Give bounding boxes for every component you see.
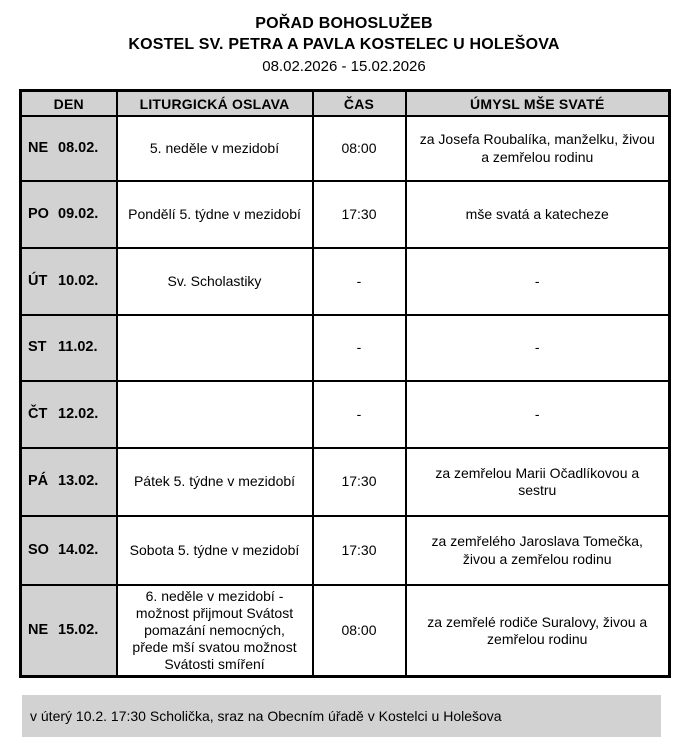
intention-cell: za zemřelou Marii Očadlíkovou a sestru xyxy=(406,448,670,516)
day-cell xyxy=(21,116,117,181)
intention-cell: - xyxy=(406,315,670,381)
intention-cell: - xyxy=(406,248,670,315)
day-abbr: NE xyxy=(28,621,49,638)
time-cell: 08:00 xyxy=(313,585,406,677)
day-date: 11.02. xyxy=(58,339,98,356)
day-date: 08.02. xyxy=(58,139,99,156)
day-abbr: ČT xyxy=(28,405,48,422)
document-title xyxy=(0,0,688,77)
day-cell xyxy=(21,315,117,381)
day-abbr: NE xyxy=(28,139,49,156)
schedule-table xyxy=(19,89,671,678)
intention-cell: za zemřelé rodiče Suralovy, živou a zemřelou rodinu xyxy=(406,585,670,677)
day-abbr: SO xyxy=(28,541,49,558)
title-main: POŘAD BOHOSLUŽEB xyxy=(255,15,433,32)
day-cell xyxy=(21,448,117,516)
intention-cell: za Josefa Roubalíka, manželku, živou a zemřelou rodinu xyxy=(406,116,670,181)
table-row xyxy=(21,181,670,248)
day-abbr: ÚT xyxy=(28,272,48,289)
celebration-cell: Sobota 5. týdne v mezidobí xyxy=(117,516,313,585)
celebration-cell xyxy=(117,381,313,448)
time-cell: - xyxy=(313,381,406,448)
day-cell xyxy=(21,381,117,448)
title-church: KOSTEL SV. PETRA A PAVLA KOSTELEC U HOLEŠOVA xyxy=(128,36,560,53)
day-cell xyxy=(21,585,117,677)
day-date: 14.02. xyxy=(58,541,99,558)
time-cell: 08:00 xyxy=(313,116,406,181)
time-cell: - xyxy=(313,248,406,315)
header-liturgicka-oslava: LITURGICKÁ OSLAVA xyxy=(117,91,313,117)
footer-note xyxy=(22,695,661,737)
celebration-cell: Pátek 5. týdne v mezidobí xyxy=(117,448,313,516)
intention-cell: - xyxy=(406,381,670,448)
header-den: DEN xyxy=(21,91,117,117)
table-header-row xyxy=(21,91,670,117)
day-abbr: PÁ xyxy=(28,473,49,490)
intention-cell: mše svatá a katecheze xyxy=(406,181,670,248)
celebration-cell: 5. neděle v mezidobí xyxy=(117,116,313,181)
celebration-cell: 6. neděle v mezidobí - možnost přijmout Svátost pomazání nemocných, přede mší svatou možnost Svátosti smíření xyxy=(117,585,313,677)
time-cell: 17:30 xyxy=(313,516,406,585)
table-row xyxy=(21,516,670,585)
table-row xyxy=(21,248,670,315)
day-cell xyxy=(21,248,117,315)
day-date: 10.02. xyxy=(58,272,99,289)
celebration-cell: Pondělí 5. týdne v mezidobí xyxy=(117,181,313,248)
day-cell xyxy=(21,516,117,585)
intention-cell: za zemřelého Jaroslava Tomečka, živou a zemřelou rodinu xyxy=(406,516,670,585)
celebration-cell: Sv. Scholastiky xyxy=(117,248,313,315)
time-cell: 17:30 xyxy=(313,448,406,516)
day-cell xyxy=(21,181,117,248)
day-date: 09.02. xyxy=(58,205,99,222)
celebration-cell xyxy=(117,315,313,381)
day-abbr: ST xyxy=(28,339,47,356)
title-date-range: 08.02.2026 - 15.02.2026 xyxy=(262,58,426,75)
table-row xyxy=(21,585,670,677)
day-date: 13.02. xyxy=(58,473,99,490)
footer-note-text: v úterý 10.2. 17:30 Scholička, sraz na Obecním úřadě v Kostelci u Holešova xyxy=(30,708,502,725)
table-row xyxy=(21,116,670,181)
table-row xyxy=(21,448,670,516)
day-date: 12.02. xyxy=(58,405,99,422)
time-cell: 17:30 xyxy=(313,181,406,248)
day-abbr: PO xyxy=(28,205,49,222)
day-date: 15.02. xyxy=(58,621,99,638)
time-cell: - xyxy=(313,315,406,381)
header-umysl: ÚMYSL MŠE SVATÉ xyxy=(406,91,670,117)
table-row xyxy=(21,315,670,381)
table-row xyxy=(21,381,670,448)
header-cas: ČAS xyxy=(313,91,406,117)
